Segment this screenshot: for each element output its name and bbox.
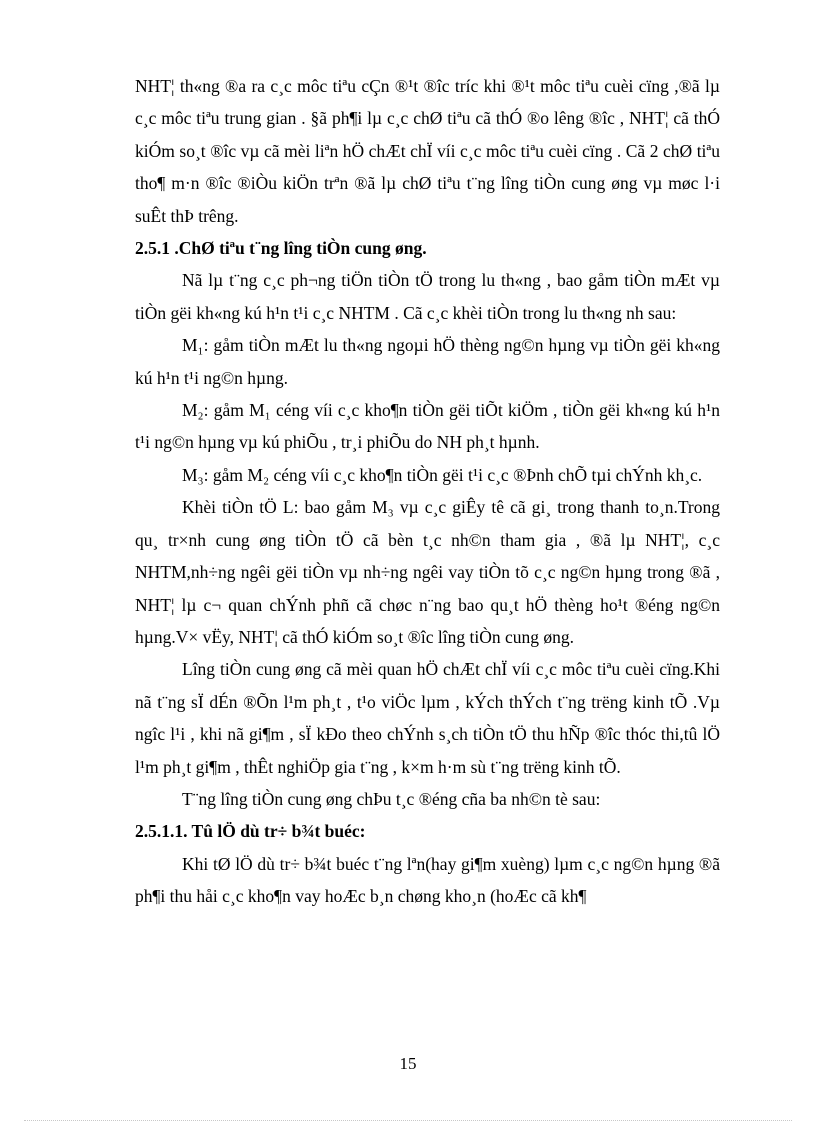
page-bottom-divider	[24, 1120, 792, 1121]
paragraph: T¨ng lîng tiÒn cung øng chÞu t¸c ®éng cña ba nh©n tè sau:	[182, 788, 601, 809]
page-body	[135, 70, 720, 913]
paragraph: NHT¦ th«ng ®a ra c¸c môc tiªu cÇn ®¹t ®îc tríc khi ®¹t môc tiªu cuèi cïng ,®ã lµ c¸c môc tiªu trung gian . §ã ph¶i lµ c¸c chØ tiªu cã thÓ ®o lêng ®îc , NHT¦ cã thÓ kiÓm so¸t ®îc vµ cã mèi liªn hÖ chÆt chÏ víi c¸c môc tiªu cuèi cïng . Cã 2 chØ tiªu tho¶ m·n ®îc ®iÒu kiÖn trªn ®ã lµ chØ tiªu t¨ng lîng tiÒn cung øng vµ møc l·i suÊt thÞ trêng.	[135, 76, 720, 226]
paragraph: Khi tØ lÖ dù tr÷ b¾t buéc t¨ng lªn(hay gi¶m xuèng) lµm c¸c ng©n hµng ®ã ph¶i thu håi c¸c kho¶n vay hoÆc b¸n chøng kho¸n (hoÆc cã kh¶	[135, 853, 720, 907]
paragraph: Lîng tiÒn cung øng cã mèi quan hÖ chÆt chÏ víi c¸c môc tiªu cuèi cïng.Khi nã t¨ng sÏ dÉn ®Õn l¹m ph¸t , t¹o viÖc lµm , kÝch thÝch t¨ng trëng kinh tÕ .Vµ ngîc l¹i , khi nã gi¶m , sÏ kÐo theo chÝnh s¸ch tiÒn tÖ thu hÑp ®îc thóc thi,tû lÖ l¹m ph¸t gi¶m , thÊt nghiÖp gia t¨ng , k×m h·m sù t¨ng trëng kinh tÕ.	[135, 659, 720, 777]
page-number: 15	[399, 1054, 417, 1073]
paragraph-m1: M₁: gåm tiÒn mÆt lu th«ng ngoµi hÖ thèng ng©n hµng vµ tiÒn gëi kh«ng kú h¹n t¹i ng©n hµng.	[135, 335, 720, 388]
paragraph: Khèi tiÒn tÖ L: bao gåm M₃ vµ c¸c giÊy tê cã gi¸ trong thanh to¸n.Trong qu¸ tr×nh cung øng tiÒn tÖ cã bèn t¸c nh©n tham gia , ®ã lµ NHT¦, c¸c NHTM,nh÷ng ngêi gëi tiÒn vµ nh÷ng ngêi vay tiÒn tõ c¸c ng©n hµng trong ®ã , NHT¦ lµ c¬ quan chÝnh phñ cã chøc n¨ng bao qu¸t hÖ thèng ho¹t ®éng ng©n hµng.V× vËy, NHT¦ cã thÓ kiÓm so¸t ®îc lîng tiÒn cung øng.	[135, 497, 720, 647]
section-heading-2-5-1-1: 2.5.1.1. Tû lÖ dù tr÷ b¾t buéc:	[135, 821, 366, 842]
paragraph: Nã lµ t¨ng c¸c ph¬ng tiÖn tiÒn tÖ trong lu th«ng , bao gåm tiÒn mÆt vµ tiÒn gëi kh«ng kú h¹n t¹i c¸c NHTM . Cã c¸c khèi tiÒn trong lu th«ng nh sau:	[135, 270, 720, 323]
paragraph-m3: M₃: gåm M₂ céng víi c¸c kho¶n tiÒn gëi t¹i c¸c ®Þnh chÕ tµi chÝnh kh¸c.	[182, 464, 703, 485]
section-heading-2-5-1: 2.5.1 .ChØ tiªu t¨ng lîng tiÒn cung øng.	[135, 238, 427, 259]
paragraph-m2: M₂: gåm M₁ céng víi c¸c kho¶n tiÒn gëi tiÕt kiÖm , tiÒn gëi kh«ng kú h¹n t¹i ng©n hµng vµ kú phiÕu , tr¸i phiÕu do NH ph¸t hµnh.	[135, 400, 720, 453]
